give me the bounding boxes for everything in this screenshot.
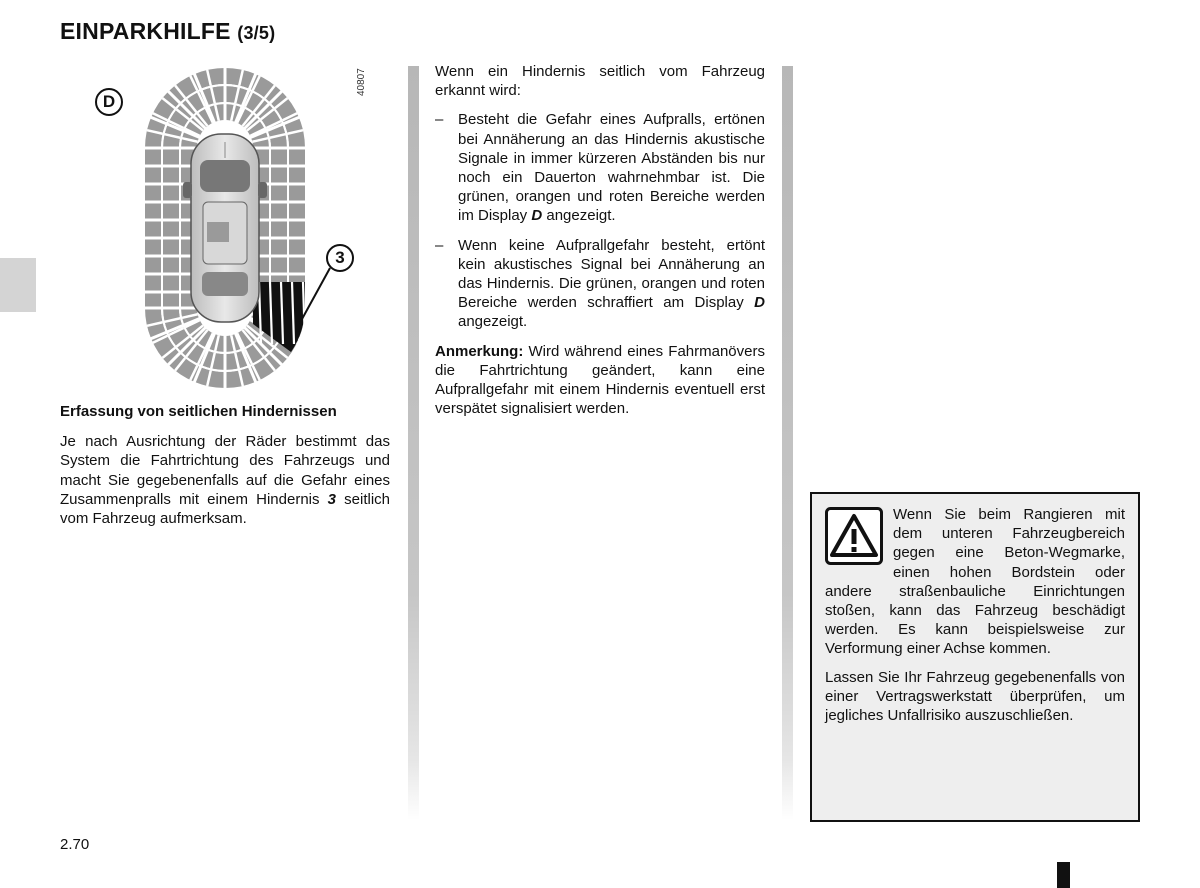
title-part-indicator: (3/5) [237, 23, 276, 43]
column-divider-right [782, 66, 793, 820]
intro-paragraph: Wenn ein Hindernis seitlich vom Fahrzeug erkannt wird: [435, 63, 765, 100]
left-column [60, 402, 390, 528]
note-label: Anmerkung: [435, 342, 524, 360]
list-item: – Besteht die Gefahr eines Aufpralls, ertönen bei Annäherung an das Hindernis akustische Signale in immer kürzeren Abständen bis nur noch ein Dauerton wahrnehmbar ist. Die grünen, orangen und roten Bereiche werden im Display D angezeigt. [435, 111, 765, 225]
ref-d: D [754, 294, 765, 312]
warning-paragraph-1: Wenn Sie beim Rangieren mit dem unteren Fahrzeugbereich gegen eine Beton-Wegmarke, einen hohen Bordstein oder andere straßenbauliche Einrichtungen stoßen, kann das Fahrzeug beschädigt werden. Es kann beispielsweise zur Verformung einer Achse kommen. [825, 506, 1125, 658]
title-main: EINPARKHILFE [60, 18, 231, 44]
page-corner-mark [1057, 862, 1070, 888]
warning-paragraph-2: Lassen Sie Ihr Fahrzeug gegebenenfalls von einer Vertragswerkstatt überprüfen, um jegliches Unfallrisiko auszuschließen. [825, 668, 1125, 725]
ref-d: D [531, 207, 543, 225]
warning-box [810, 492, 1140, 822]
figure-label-d: D [95, 88, 123, 116]
section-heading: Erfassung von seitlichen Hindernissen [60, 403, 337, 420]
middle-column [435, 62, 765, 428]
page-number: 2.70 [60, 836, 90, 853]
warning-triangle-icon [825, 507, 883, 565]
chapter-tab [0, 258, 36, 312]
column-divider-left [408, 66, 419, 820]
list-item: – Wenn keine Aufprallgefahr besteht, ertönt kein akustisches Signal bei Annäherung an das Hindernis. Die grünen, orangen und roten Bereiche werden schraffiert am Display D angezeigt. [435, 236, 765, 331]
ref-3: 3 [327, 490, 336, 508]
car-top-view-icon [183, 134, 267, 322]
figure-label-3: 3 [326, 244, 354, 272]
side-obstacle-paragraph: Je nach Ausrichtung der Räder bestimmt das System die Fahrtrichtung des Fahrzeugs und macht Sie gegebenenfalls auf die Gefahr eines Zusammenpralls mit einem Hindernis 3 seitlich vom Fahrzeug aufmerksam. [60, 433, 390, 528]
figure-reference-code: 40807 [356, 68, 367, 96]
note-paragraph: Anmerkung: Wird während eines Fahrmanövers die Fahrtrichtung geändert, kann eine Aufprallgefahr mit einem Hindernis eventuell erst verspätet signalisiert werden. [435, 342, 765, 418]
page-title [60, 18, 275, 45]
